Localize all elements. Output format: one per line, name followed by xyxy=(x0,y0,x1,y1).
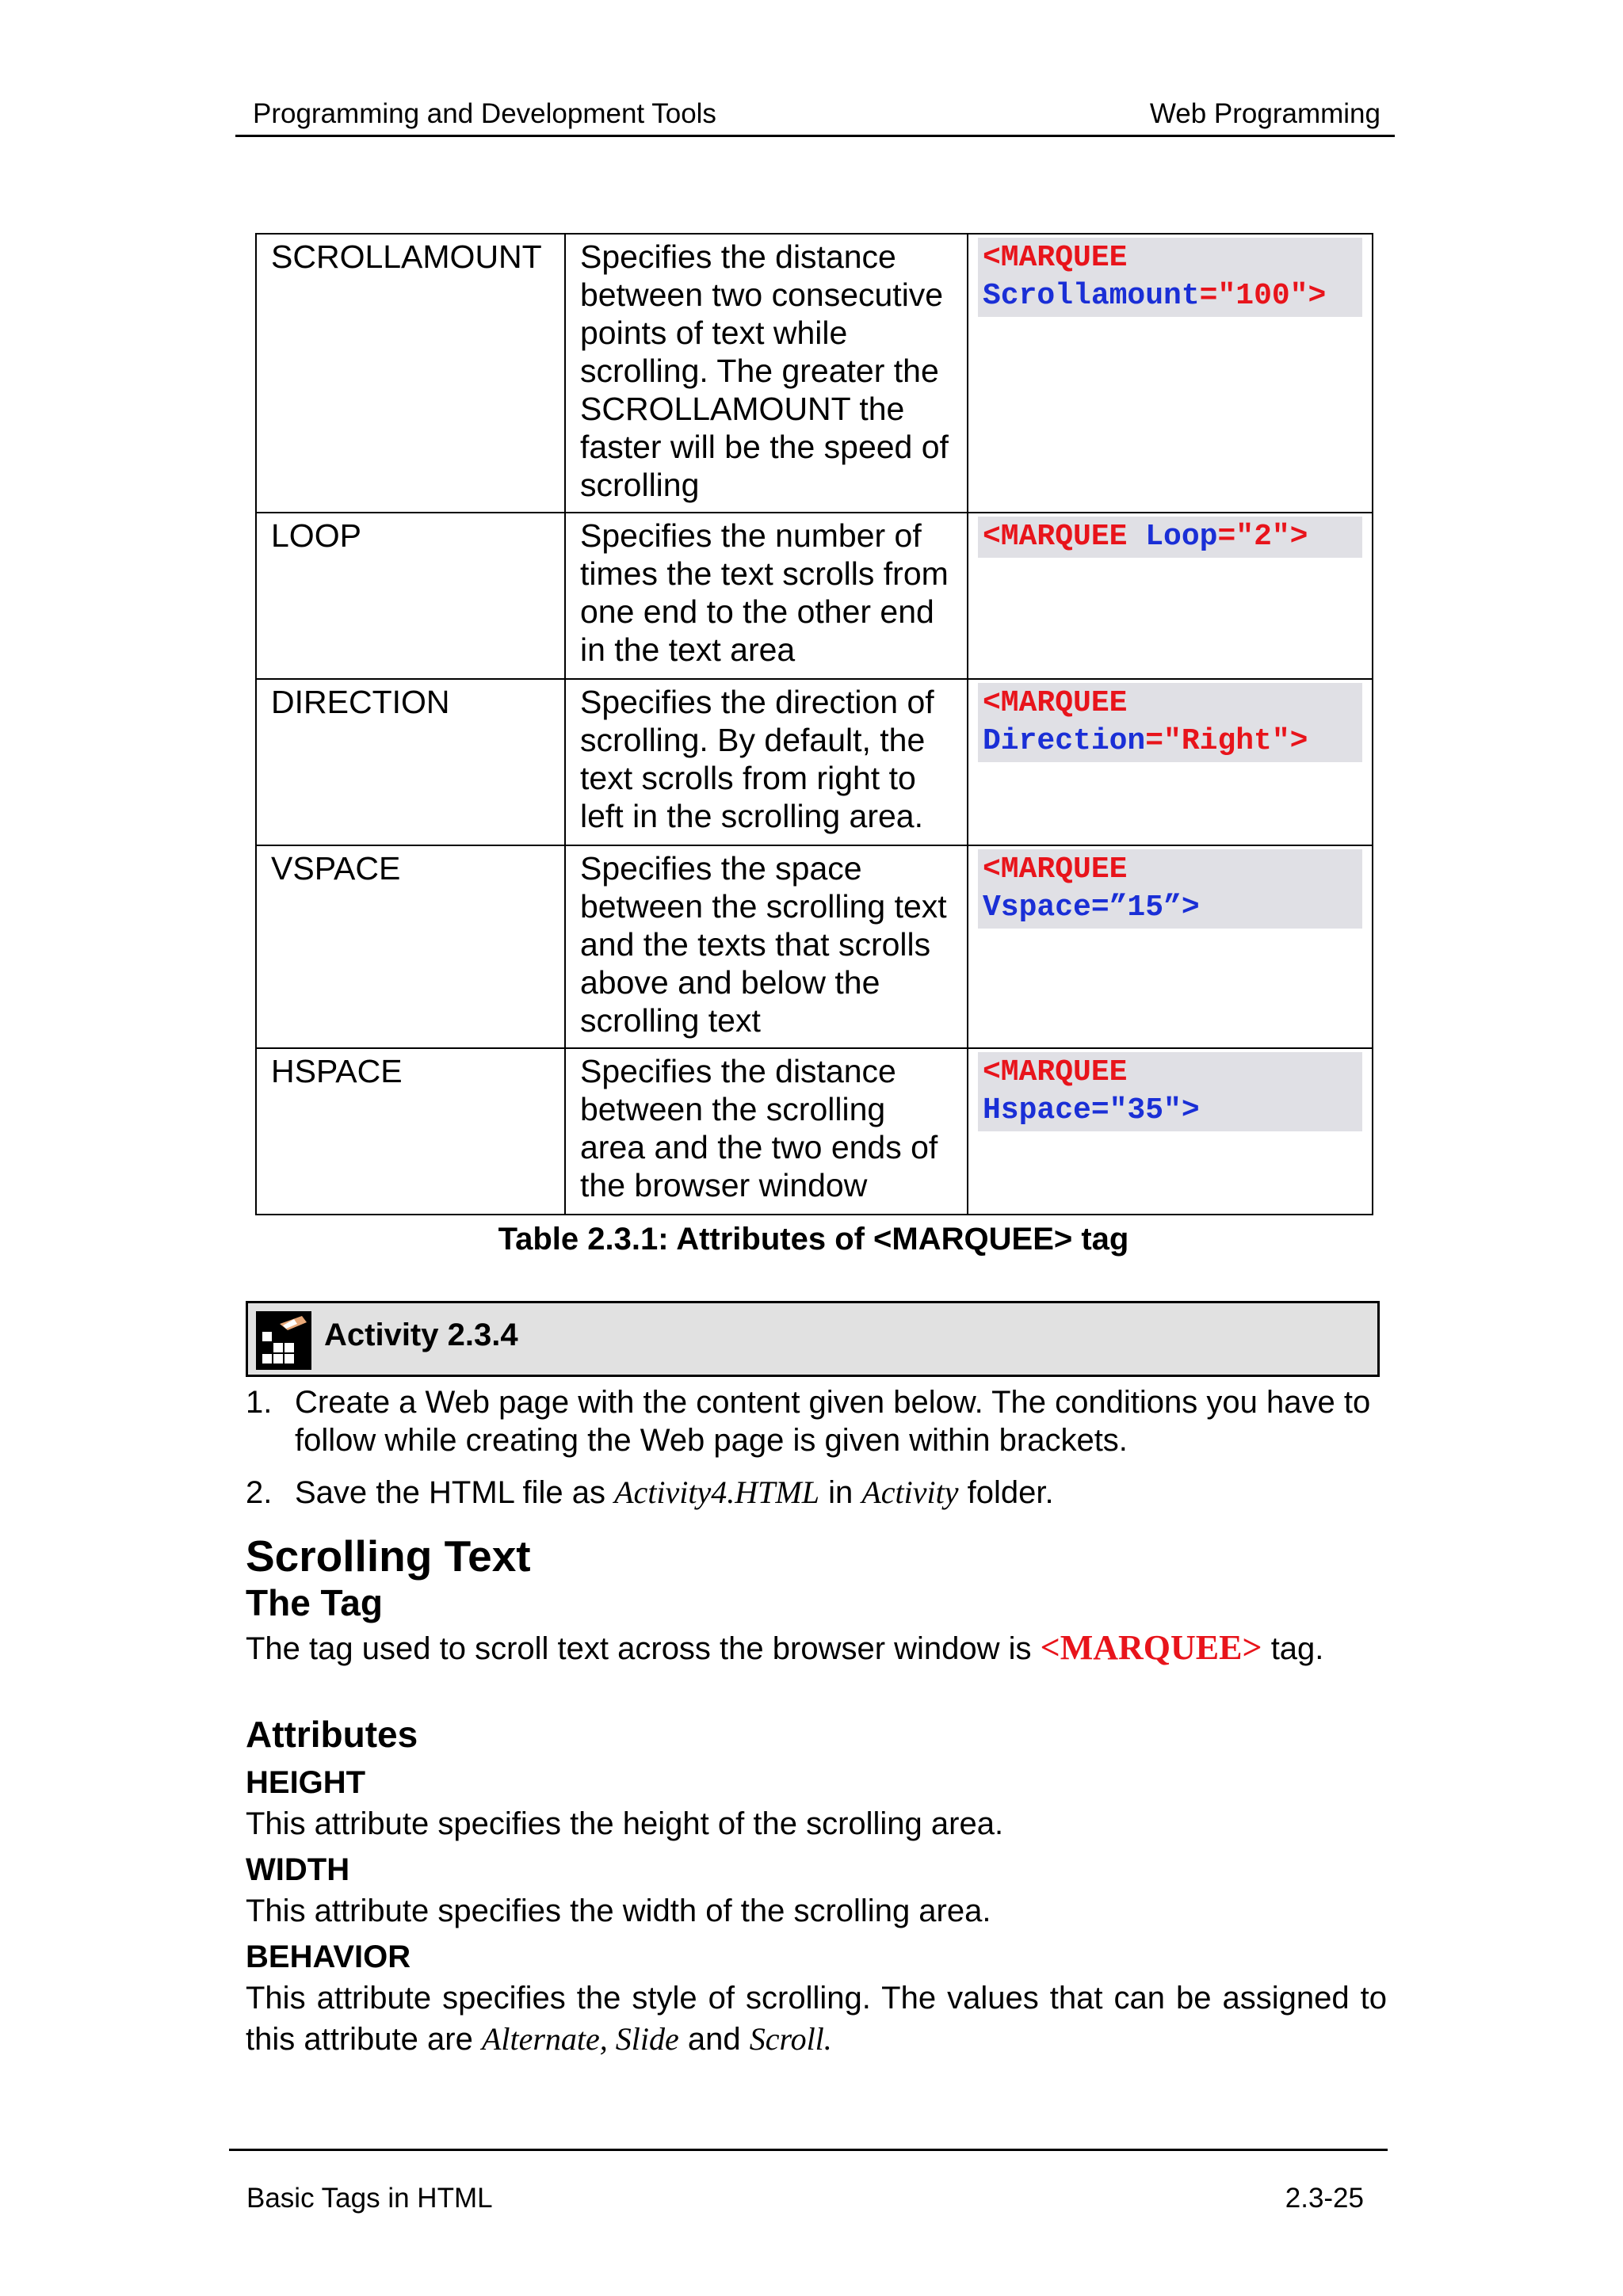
code-attr: Direction xyxy=(983,724,1146,758)
height-description: This attribute specifies the height of the scrolling area. xyxy=(246,1806,1004,1841)
code-value: ="2"> xyxy=(1217,520,1308,554)
behavior-last-value: Scroll. xyxy=(749,2021,832,2057)
header-right-title: Web Programming xyxy=(1149,98,1381,129)
table-row xyxy=(256,234,1373,513)
code-tag: <MARQUEE xyxy=(983,241,1128,275)
folder-name: Activity xyxy=(861,1474,959,1510)
attribute-description: Specifies the direction of scrolling. By default, the text scrolls from right to left in the scrolling area. xyxy=(565,679,968,845)
code-attr: Loop xyxy=(1145,520,1218,554)
subsection-heading: The Tag xyxy=(246,1582,383,1623)
code-attr: Vspace=”15”> xyxy=(983,891,1200,925)
tag-text-post: tag. xyxy=(1262,1631,1324,1666)
code-value: ="Right"> xyxy=(1145,724,1308,758)
behavior-label: BEHAVIOR xyxy=(246,1939,411,1974)
activity-hand-icon xyxy=(256,1311,311,1370)
code-snippet xyxy=(978,849,1362,929)
code-tag: <MARQUEE xyxy=(983,686,1128,720)
code-snippet xyxy=(978,1052,1362,1131)
table-row xyxy=(256,845,1373,1048)
attribute-example xyxy=(968,679,1373,845)
section-heading: Scrolling Text xyxy=(246,1531,531,1581)
tag-paragraph xyxy=(246,1627,1387,1669)
list-item xyxy=(246,1474,1387,1512)
code-snippet xyxy=(978,683,1362,762)
code-attr: Hspace="35"> xyxy=(983,1093,1200,1127)
page-footer xyxy=(229,2149,1388,2214)
attribute-name: HSPACE xyxy=(256,1048,565,1215)
behavior-values: Alternate, Slide xyxy=(481,2021,679,2057)
file-name: Activity4.HTML xyxy=(614,1474,819,1510)
list-number: 2. xyxy=(246,1475,273,1510)
code-attr: Scrollamount xyxy=(983,279,1200,313)
header-left-title: Programming and Development Tools xyxy=(253,98,716,129)
table-row xyxy=(256,513,1373,679)
attribute-description: Specifies the distance between two consecutive points of text while scrolling. The greater the SCROLLAMOUNT the faster will be the speed of scrolling xyxy=(565,234,968,513)
table-row xyxy=(256,679,1373,845)
attribute-description: Specifies the number of times the text scrolls from one end to the other end in the text area xyxy=(565,513,968,679)
code-snippet xyxy=(978,517,1362,558)
attribute-name: DIRECTION xyxy=(256,679,565,845)
attribute-name: LOOP xyxy=(256,513,565,679)
code-tag: <MARQUEE xyxy=(983,1055,1128,1089)
code-snippet xyxy=(978,238,1362,317)
activity-box xyxy=(246,1301,1380,1377)
tag-text-pre: The tag used to scroll text across the browser window is xyxy=(246,1631,1041,1666)
list-item xyxy=(246,1383,1387,1459)
marquee-tag-code: <MARQUEE> xyxy=(1040,1628,1262,1667)
list-text-post: folder. xyxy=(958,1475,1054,1510)
list-text-pre: Save the HTML file as xyxy=(295,1475,615,1510)
attribute-example xyxy=(968,845,1373,1048)
marquee-attributes-table xyxy=(255,233,1373,1215)
page-number: 2.3-25 xyxy=(1285,2183,1364,2214)
attribute-example xyxy=(968,234,1373,513)
behavior-text-pre: This attribute specifies the style of scrolling. The values that can be assigned to this attribute are xyxy=(246,1981,1387,2057)
attribute-name: SCROLLAMOUNT xyxy=(256,234,565,513)
height-label: HEIGHT xyxy=(246,1765,366,1800)
attribute-description: Specifies the space between the scrolling text and the texts that scrolls above and below the scrolling text xyxy=(565,845,968,1048)
attribute-description: Specifies the distance between the scrolling area and the two ends of the browser window xyxy=(565,1048,968,1215)
table-caption: Table 2.3.1: Attributes of <MARQUEE> tag xyxy=(498,1222,1129,1257)
code-tag: <MARQUEE xyxy=(983,520,1128,554)
list-text: Create a Web page with the content given below. The conditions you have to follow while creating the Web page is given within brackets. xyxy=(295,1385,1371,1458)
list-text-mid: in xyxy=(819,1475,862,1510)
attribute-name: VSPACE xyxy=(256,845,565,1048)
width-label: WIDTH xyxy=(246,1852,350,1887)
behavior-and: and xyxy=(678,2022,750,2057)
page-header xyxy=(235,92,1395,137)
footer-left-title: Basic Tags in HTML xyxy=(246,2183,493,2214)
code-value: ="100"> xyxy=(1199,279,1327,313)
activity-title: Activity 2.3.4 xyxy=(324,1318,518,1352)
code-tag: <MARQUEE xyxy=(983,852,1128,887)
activity-steps xyxy=(246,1383,1387,1526)
table-row xyxy=(256,1048,1373,1215)
width-description: This attribute specifies the width of the scrolling area. xyxy=(246,1894,991,1928)
behavior-description xyxy=(246,1978,1387,2060)
attribute-example xyxy=(968,513,1373,679)
attributes-heading: Attributes xyxy=(246,1714,418,1755)
list-number: 1. xyxy=(246,1385,273,1420)
attribute-example xyxy=(968,1048,1373,1215)
